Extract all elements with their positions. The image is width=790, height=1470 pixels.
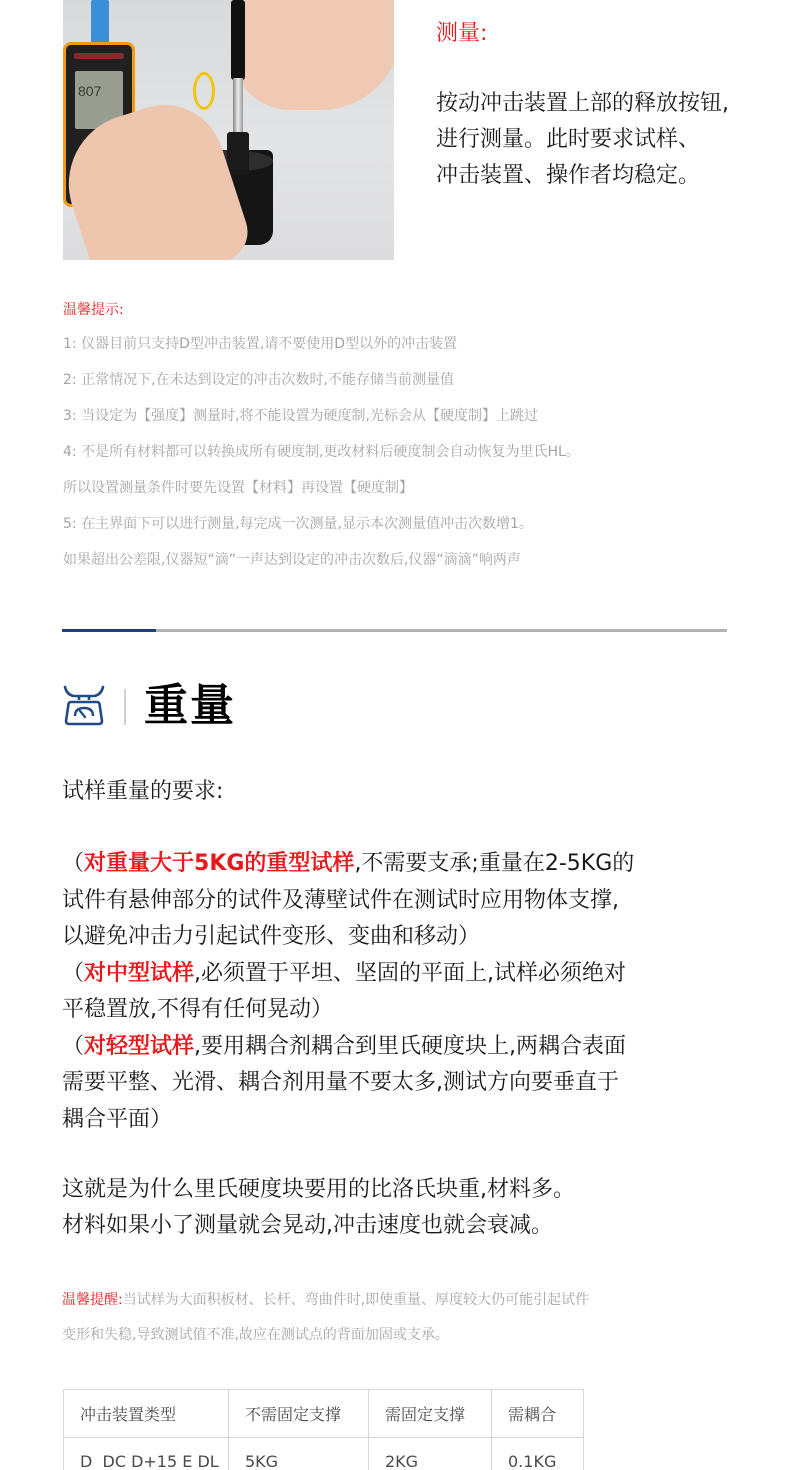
light-sample-highlight: 对轻型试样 bbox=[84, 1033, 195, 1059]
hand-upper bbox=[231, 0, 394, 110]
medium-sample-highlight: 对中型试样 bbox=[84, 960, 195, 986]
paren-open: （ bbox=[62, 851, 85, 876]
light-sample-line: 需要平整、光滑、耦合剂用量不要太多,测试方向要垂直于 bbox=[62, 1070, 619, 1095]
tips-title: 温馨提示: bbox=[63, 302, 124, 318]
reminder-line: 变形和失稳,导致测试值不准,故应在测试点的背面加固或支承。 bbox=[62, 1327, 449, 1343]
heavy-sample-highlight: 对重量大于5KG的重型试样 bbox=[84, 851, 355, 876]
reminder bbox=[62, 1289, 742, 1359]
product-photo bbox=[63, 0, 394, 260]
table-header-cell: 需固定支撑 bbox=[369, 1390, 492, 1438]
weight-requirements bbox=[62, 846, 742, 1138]
measure-description bbox=[436, 86, 776, 194]
heavy-sample-line: 试件有悬伸部分的试件及薄壁试件在测试时应用物体支撑, bbox=[62, 887, 619, 913]
table-header-row bbox=[64, 1390, 584, 1438]
device-brand-logo bbox=[74, 53, 124, 59]
medium-sample-line: 平稳置放,不得有任何晃动） bbox=[62, 997, 333, 1022]
heavy-sample-line: 以避免冲击力引起试件变形、变曲和移动） bbox=[62, 924, 481, 949]
section-divider bbox=[62, 629, 727, 632]
section-title: 重量 bbox=[144, 680, 236, 731]
table-cell: D DC D+15 E DL bbox=[64, 1438, 229, 1470]
wrist-strap bbox=[91, 0, 109, 46]
reminder-line bbox=[62, 1289, 742, 1324]
tip-item: 3: 当设定为【强度】测量时,将不能设置为硬度制,光标会从【硬度制】上跳过 bbox=[63, 408, 538, 424]
conclusion-line: 材料如果小了测量就会晃动,冲击速度也就会衰减。 bbox=[62, 1213, 553, 1238]
impact-device-rod bbox=[233, 78, 243, 133]
table-header-cell: 冲击装置类型 bbox=[64, 1390, 229, 1438]
tip-item: 1: 仪器目前只支持D型冲击装置,请不要使用D型以外的冲击装置 bbox=[63, 336, 458, 352]
tip-item: 2: 正常情况下,在未达到设定的冲击次数时,不能存储当前测量值 bbox=[63, 372, 454, 388]
requirement-title: 试样重量的要求: bbox=[62, 779, 224, 804]
tip-item: 5: 在主界面下可以进行测量,每完成一次测量,显示本次测量值冲击次数增1。 bbox=[63, 516, 533, 532]
medium-sample-text: ,必须置于平坦、坚固的平面上,试样必须绝对 bbox=[194, 960, 627, 986]
measure-line: 按动冲击装置上部的释放按钮, bbox=[436, 91, 729, 116]
conclusion-line: 这就是为什么里氏硬度块要用的比洛氏块重,材料多。 bbox=[62, 1177, 575, 1202]
paren-open: （ bbox=[62, 1033, 85, 1059]
light-sample-line: 耦合平面） bbox=[62, 1106, 173, 1132]
section-title-separator bbox=[124, 689, 126, 725]
light-sample-text: ,要用耦合剂耦合到里氏硬度块上,两耦合表面 bbox=[194, 1033, 627, 1059]
measure-title: 测量: bbox=[436, 21, 488, 46]
table-cell: 0.1KG bbox=[492, 1438, 584, 1470]
probe-cable bbox=[193, 72, 215, 110]
heavy-sample-text: ,不需要支承;重量在2-5KG的 bbox=[354, 851, 635, 876]
reminder-text: 当试样为大面积板材、长杆、弯曲件时,即使重量、厚度较大仍可能引起试件 bbox=[122, 1292, 590, 1308]
tip-item: 4: 不是所有材料都可以转换成所有硬度制,更改材料后硬度制会自动恢复为里氏HL。 bbox=[63, 444, 580, 460]
light-sample-line bbox=[62, 1029, 742, 1066]
measure-line: 冲击装置、操作者均稳定。 bbox=[436, 163, 701, 188]
table-header-cell: 需耦合 bbox=[492, 1390, 584, 1438]
scale-icon bbox=[62, 683, 106, 727]
impact-device-base bbox=[227, 132, 249, 174]
table-row bbox=[64, 1438, 584, 1470]
tips-list bbox=[63, 333, 580, 585]
device-reading: 807 bbox=[78, 83, 102, 99]
tip-item: 如果超出公差限,仪器短“滴”一声达到设定的冲击次数后,仪器“滴滴”响两声 bbox=[63, 552, 521, 568]
paren-open: （ bbox=[62, 960, 85, 986]
medium-sample-line bbox=[62, 956, 742, 993]
table-cell: 5KG bbox=[229, 1438, 369, 1470]
reminder-label: 温馨提醒: bbox=[62, 1292, 123, 1308]
table-header-cell: 不需固定支撑 bbox=[229, 1390, 369, 1438]
tip-item: 所以设置测量条件时要先设置【材料】再设置【硬度制】 bbox=[63, 480, 413, 496]
section-divider-accent bbox=[62, 629, 156, 632]
heavy-sample-line bbox=[62, 846, 742, 883]
measure-line: 进行测量。此时要求试样、 bbox=[436, 127, 701, 152]
support-requirement-table bbox=[63, 1389, 584, 1470]
table-cell: 2KG bbox=[369, 1438, 492, 1470]
impact-device-body bbox=[231, 0, 245, 80]
conclusion bbox=[62, 1172, 575, 1244]
